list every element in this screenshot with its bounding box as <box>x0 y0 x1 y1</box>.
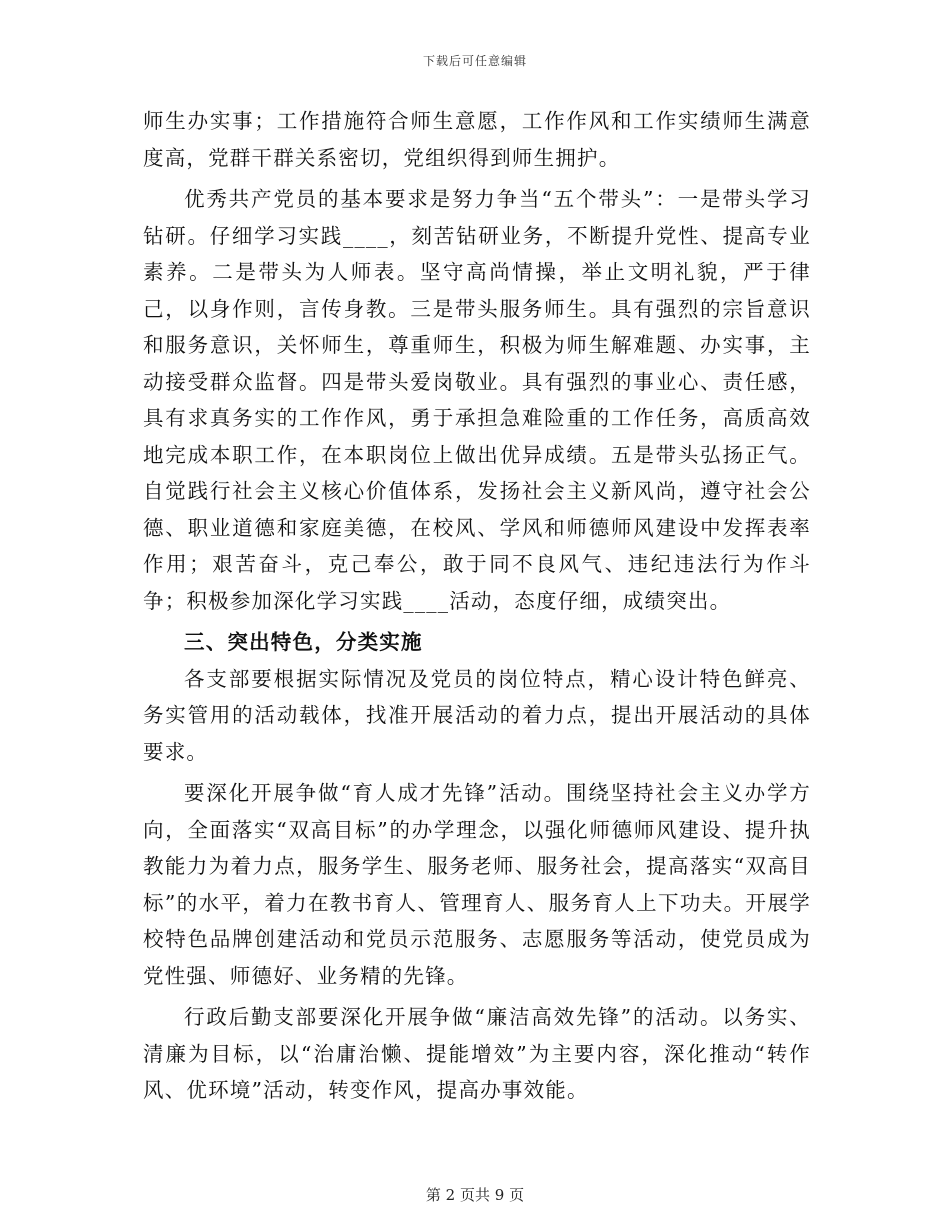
section-heading-3: 三、突出特色，分类实施 <box>184 630 423 654</box>
paragraph-branch-requirements: 各支部要根据实际情况及党员的岗位特点，精心设计特色鲜亮、务实管用的活动载体，找准开展活动的着力点，提出开展活动的具体要求。 <box>143 666 811 764</box>
paragraph-continuation: 师生办实事；工作措施符合师生意愿，工作作风和工作实绩师生满意度高，党群干群关系密切，党组织得到师生拥护。 <box>143 109 811 170</box>
paragraph-education-pioneer: 要深化开展争做“育人成才先锋”活动。围绕坚持社会主义办学方向，全面落实“双高目标”的办学理念，以强化师德师风建设、提升执教能力为着力点，服务学生、服务老师、服务社会，提高落实“双高目标”的水平，着力在教书育人、管理育人、服务育人上下功夫。开展学校特色品牌创建活动和党员示范服务、志愿服务等活动，使党员成为党性强、师德好、业务精的先锋。 <box>143 781 811 988</box>
paragraph-admin-logistics: 行政后勤支部要深化开展争做“廉洁高效先锋”的活动。以务实、清廉为目标，以“治庸治懒、提能增效”为主要内容，深化推动“转作风、优环境”活动，转变作风，提高办事效能。 <box>143 1005 811 1102</box>
page-number: 第 2 页共 9 页 <box>425 1186 525 1204</box>
page-header: 下载后可任意编辑 <box>422 54 527 68</box>
document-body <box>143 103 811 1109</box>
paragraph-five-leads: 优秀共产党员的基本要求是努力争当“五个带头”：一是带头学习钻研。仔细学习实践____，刻苦钻研业务，不断提升党性、提高专业素养。二是带头为人师表。坚守高尚情操，举止文明礼貌，严于律己，以身作则，言传身教。三是带头服务师生。具有强烈的宗旨意识和服务意识，关怀师生，尊重师生，积极为师生解难题、办实事，主动接受群众监督。四是带头爱岗敬业。具有强烈的事业心、责任感，具有求真务实的工作作风，勇于承担急难险重的工作任务，高质高效地完成本职工作，在本职岗位上做出优异成绩。五是带头弘扬正气。自觉践行社会主义核心价值体系，发扬社会主义新风尚，遵守社会公德、职业道德和家庭美德，在校风、学风和师德师风建设中发挥表率作用；艰苦奋斗，克己奉公，敢于同不良风气、违纪违法行为作斗争；积极参加深化学习实践____活动，态度仔细，成绩突出。 <box>143 187 811 613</box>
